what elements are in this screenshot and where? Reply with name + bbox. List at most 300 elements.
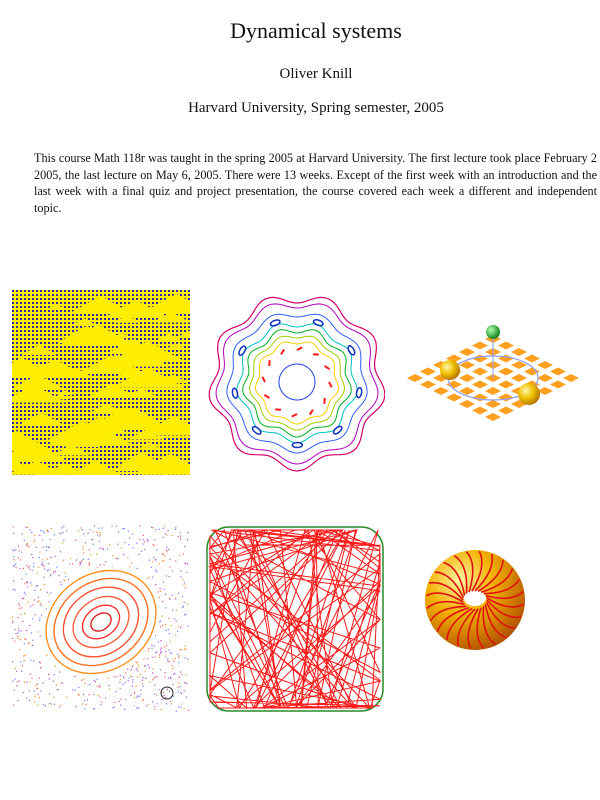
chaotic-point — [40, 636, 41, 637]
cellular-automaton-figure — [12, 290, 190, 475]
chaotic-point — [174, 618, 175, 619]
chaotic-point — [34, 691, 35, 692]
chaotic-point — [78, 694, 79, 695]
chaotic-point — [188, 710, 189, 711]
red-orbit-segment — [329, 382, 332, 387]
chaotic-point — [85, 542, 86, 543]
chaotic-point — [183, 554, 184, 555]
chaotic-point — [119, 701, 120, 702]
chaotic-point — [137, 695, 138, 696]
chaotic-point — [182, 596, 183, 597]
chaotic-point — [28, 643, 29, 644]
floor-tile — [511, 348, 527, 356]
chaotic-point — [162, 553, 163, 554]
invariant-curve — [279, 364, 315, 400]
chaotic-point — [162, 625, 163, 626]
chaotic-point — [136, 543, 137, 544]
chaotic-point — [18, 700, 19, 701]
chaotic-point — [180, 571, 181, 572]
chaotic-point — [149, 577, 150, 578]
chaotic-point — [32, 645, 33, 646]
floor-tile — [524, 355, 540, 363]
chaotic-point — [149, 667, 150, 668]
chaotic-point — [54, 704, 55, 705]
chaotic-point — [60, 551, 61, 552]
chaotic-point — [187, 604, 188, 605]
chaotic-point — [176, 610, 177, 611]
chaotic-point — [112, 707, 113, 708]
chaotic-point — [169, 599, 170, 600]
floor-tile — [498, 368, 514, 376]
chaotic-point — [41, 614, 42, 615]
chaotic-point — [27, 543, 28, 544]
chaotic-point — [24, 540, 25, 541]
chaotic-point — [127, 557, 128, 558]
chaotic-point — [47, 558, 48, 559]
chaotic-point — [159, 529, 160, 530]
chaotic-point — [15, 629, 16, 630]
chaotic-point — [62, 542, 63, 543]
chaotic-point — [82, 548, 83, 549]
chaotic-point — [132, 547, 133, 548]
chaotic-point — [184, 649, 185, 650]
chaotic-point — [66, 696, 67, 697]
chaotic-point — [164, 676, 165, 677]
chaotic-point — [166, 703, 167, 704]
chaotic-point — [180, 539, 181, 540]
chaotic-point — [20, 559, 21, 560]
island-orbit — [238, 345, 247, 356]
chaotic-point — [83, 552, 84, 553]
chaotic-point — [178, 626, 179, 627]
chaotic-point — [169, 618, 170, 619]
chaotic-point — [137, 670, 138, 671]
three-body-figure — [393, 318, 593, 428]
invariant-curve — [216, 304, 378, 464]
island-orbit — [332, 425, 343, 435]
chaotic-point — [187, 532, 188, 533]
chaotic-point — [40, 667, 41, 668]
chaotic-point — [63, 526, 64, 527]
chaotic-point — [49, 678, 50, 679]
chaotic-point — [159, 563, 160, 564]
chaotic-point — [75, 690, 76, 691]
chaotic-point — [160, 652, 161, 653]
chaotic-point — [50, 557, 51, 558]
chaotic-point — [178, 657, 179, 658]
chaotic-point — [182, 607, 183, 608]
chaotic-point — [29, 566, 30, 567]
floor-tile — [472, 381, 488, 389]
chaotic-point — [56, 685, 57, 686]
red-orbit-segment — [325, 366, 330, 369]
chaotic-point — [21, 552, 22, 553]
chaotic-point — [85, 704, 86, 705]
chaotic-point — [21, 578, 22, 579]
invariant-curve — [243, 330, 352, 437]
chaotic-point — [147, 539, 148, 540]
chaotic-point — [165, 533, 166, 534]
red-orbit-segment — [281, 349, 284, 354]
chaotic-point — [154, 693, 155, 694]
chaotic-point — [50, 575, 51, 576]
chaotic-point — [37, 572, 38, 573]
chaotic-point — [31, 678, 32, 679]
chaotic-point — [26, 545, 27, 546]
chaotic-point — [132, 666, 133, 667]
chaotic-point — [178, 662, 179, 663]
chaotic-point — [83, 546, 84, 547]
chaotic-point — [12, 621, 13, 622]
chaotic-point — [173, 674, 174, 675]
chaotic-point — [34, 535, 35, 536]
chaotic-point — [89, 684, 90, 685]
chaotic-point — [187, 659, 188, 660]
chaotic-point — [137, 662, 138, 663]
chaotic-point — [152, 701, 153, 702]
chaotic-point — [18, 628, 19, 629]
chaotic-point — [142, 543, 143, 544]
chaotic-point — [178, 692, 179, 693]
chaotic-point — [37, 694, 38, 695]
chaotic-point — [128, 544, 129, 545]
chaotic-point — [160, 669, 161, 670]
chaotic-point — [166, 550, 167, 551]
chaotic-point — [123, 677, 124, 678]
chaotic-point — [31, 633, 32, 634]
chaotic-point — [102, 548, 103, 549]
chaotic-point — [154, 684, 155, 685]
chaotic-point — [21, 614, 22, 615]
chaotic-point — [175, 527, 176, 528]
chaotic-point — [34, 701, 35, 702]
chaotic-point — [12, 638, 13, 639]
chaotic-point — [48, 547, 49, 548]
chaotic-point — [186, 572, 187, 573]
chaotic-point — [179, 655, 180, 656]
chaotic-point — [105, 698, 106, 699]
chaotic-point — [89, 564, 90, 565]
chaotic-point — [170, 652, 171, 653]
chaotic-point — [165, 656, 166, 657]
chaotic-point — [24, 592, 25, 593]
chaotic-point — [20, 568, 21, 569]
chaotic-point — [164, 646, 165, 647]
chaotic-point — [165, 607, 166, 608]
chaotic-point — [152, 657, 153, 658]
gold-sphere — [518, 383, 540, 405]
chaotic-point — [143, 659, 144, 660]
chaotic-point — [108, 685, 109, 686]
chaotic-point — [162, 616, 163, 617]
chaotic-point — [83, 533, 84, 534]
chaotic-point — [161, 709, 162, 710]
chaotic-point — [32, 604, 33, 605]
chaotic-point — [48, 569, 49, 570]
chaotic-point — [46, 655, 47, 656]
chaotic-point — [25, 583, 26, 584]
chaotic-point — [175, 529, 176, 530]
chaotic-point — [17, 632, 18, 633]
chaotic-point — [25, 594, 26, 595]
chaotic-point — [63, 579, 64, 580]
chaotic-point — [56, 567, 57, 568]
chaotic-point — [18, 557, 19, 558]
chaotic-point — [120, 699, 121, 700]
chaotic-point — [180, 627, 181, 628]
chaotic-point — [72, 563, 73, 564]
chaotic-point — [162, 699, 163, 700]
chaotic-point — [132, 686, 133, 687]
chaotic-point — [165, 594, 166, 595]
chaotic-point — [166, 645, 167, 646]
chaotic-point — [15, 549, 16, 550]
chaotic-point — [140, 674, 141, 675]
chaotic-point — [30, 529, 31, 530]
chaotic-point — [99, 697, 100, 698]
chaotic-point — [23, 598, 24, 599]
chaotic-point — [163, 582, 164, 583]
chaotic-point — [171, 625, 172, 626]
chaotic-point — [145, 671, 146, 672]
chaotic-point — [162, 560, 163, 561]
chaotic-point — [38, 600, 39, 601]
chaotic-point — [32, 570, 33, 571]
chaotic-point — [175, 658, 176, 659]
chaotic-point — [46, 550, 47, 551]
chaotic-point — [148, 664, 149, 665]
floor-tile — [550, 381, 566, 389]
floor-tile — [485, 413, 501, 421]
chaotic-point — [30, 582, 31, 583]
chaotic-point — [160, 588, 161, 589]
chaotic-point — [166, 630, 167, 631]
chaotic-point — [141, 551, 142, 552]
chaotic-point — [39, 697, 40, 698]
chaotic-point — [78, 687, 79, 688]
floor-tile — [407, 374, 423, 382]
chaotic-point — [37, 601, 38, 602]
chaotic-point — [156, 652, 157, 653]
chaotic-point — [13, 589, 14, 590]
chaotic-point — [59, 707, 60, 708]
floor-tile — [511, 374, 527, 382]
island-orbit — [292, 442, 302, 447]
chaotic-point — [12, 681, 13, 682]
chaotic-point — [170, 677, 171, 678]
chaotic-point — [169, 650, 170, 651]
chaotic-point — [153, 557, 154, 558]
chaotic-point — [50, 574, 51, 575]
chaotic-point — [12, 616, 13, 617]
floor-tile — [433, 387, 449, 395]
chaotic-point — [156, 694, 157, 695]
chaotic-point — [187, 539, 188, 540]
chaotic-point — [50, 593, 51, 594]
chaotic-point — [117, 558, 118, 559]
chaotic-point — [53, 573, 54, 574]
chaotic-point — [120, 688, 121, 689]
chaotic-point — [26, 527, 27, 528]
chaotic-point — [32, 640, 33, 641]
floor-tile — [498, 342, 514, 350]
chaotic-point — [151, 527, 152, 528]
chaotic-point — [55, 665, 56, 666]
chaotic-point — [43, 704, 44, 705]
chaotic-point — [42, 683, 43, 684]
red-orbit-segment — [310, 410, 313, 415]
floor-tile — [550, 368, 566, 376]
chaotic-point — [180, 536, 181, 537]
chaotic-point — [14, 690, 15, 691]
floor-tile — [485, 387, 501, 395]
chaotic-point — [171, 665, 172, 666]
chaotic-point — [29, 625, 30, 626]
chaotic-point — [28, 602, 29, 603]
chaotic-point — [58, 689, 59, 690]
chaotic-point — [14, 565, 15, 566]
chaotic-point — [180, 692, 181, 693]
chaotic-point — [76, 559, 77, 560]
chaotic-point — [39, 618, 40, 619]
page-title: Dynamical systems — [230, 18, 402, 43]
chaotic-point — [169, 641, 170, 642]
billiard-figure — [205, 525, 385, 713]
chaotic-point — [27, 586, 28, 587]
chaotic-point — [184, 682, 185, 683]
chaotic-point — [91, 539, 92, 540]
chaotic-point — [65, 576, 66, 577]
chaotic-point — [185, 675, 186, 676]
chaotic-point — [23, 655, 24, 656]
chaotic-point — [168, 549, 169, 550]
chaotic-point — [93, 544, 94, 545]
chaotic-point — [55, 571, 56, 572]
island-orbit — [270, 319, 281, 327]
chaotic-point — [172, 595, 173, 596]
chaotic-point — [155, 570, 156, 571]
red-orbit-segment — [262, 377, 265, 382]
chaotic-point — [187, 563, 188, 564]
chaotic-point — [181, 703, 182, 704]
chaotic-point — [19, 649, 20, 650]
chaotic-point — [38, 597, 39, 598]
chaotic-point — [170, 567, 171, 568]
chaotic-point — [144, 541, 145, 542]
floor-tile — [472, 342, 488, 350]
chaotic-point — [169, 691, 170, 692]
chaotic-point — [30, 660, 31, 661]
chaotic-point — [39, 678, 40, 679]
chaotic-point — [164, 695, 165, 696]
chaotic-point — [160, 626, 161, 627]
chaotic-point — [159, 657, 160, 658]
chaotic-point — [99, 548, 100, 549]
chaotic-point — [14, 641, 15, 642]
chaotic-point — [183, 584, 184, 585]
chaotic-point — [181, 674, 182, 675]
chaotic-point — [34, 590, 35, 591]
chaotic-point — [46, 529, 47, 530]
chaotic-point — [177, 631, 178, 632]
chaotic-point — [44, 577, 45, 578]
chaotic-point — [97, 679, 98, 680]
chaotic-point — [66, 530, 67, 531]
chaotic-point — [83, 559, 84, 560]
chaotic-point — [165, 697, 166, 698]
floor-tile — [537, 374, 553, 382]
chaotic-point — [128, 531, 129, 532]
chaotic-point — [98, 695, 99, 696]
chaotic-point — [53, 571, 54, 572]
chaotic-point — [70, 558, 71, 559]
chaotic-point — [94, 525, 95, 526]
chaotic-point — [127, 669, 128, 670]
chaotic-point — [55, 556, 56, 557]
chaotic-point — [39, 557, 40, 558]
chaotic-point — [19, 605, 20, 606]
chaotic-point — [13, 526, 14, 527]
chaotic-point — [41, 564, 42, 565]
chaotic-point — [28, 567, 29, 568]
chaotic-point — [63, 560, 64, 561]
chaotic-point — [173, 661, 174, 662]
abstract-paragraph: This course Math 118r was taught in the spring 2005 at Harvard University. The first lecture took place February 2 2005, the last lecture on May 6, 2005. There were 13 weeks. Except of the first week with an introduction and the last week with a final quiz and project presentation, the course covered each week a different and independent topic. — [34, 151, 597, 215]
chaotic-point — [148, 704, 149, 705]
chaotic-point — [137, 667, 138, 668]
chaotic-point — [24, 613, 25, 614]
chaotic-point — [139, 554, 140, 555]
billiard-trajectory — [210, 530, 380, 708]
chaotic-point — [42, 559, 43, 560]
chaotic-point — [120, 679, 121, 680]
chaotic-point — [18, 545, 19, 546]
chaotic-point — [164, 555, 165, 556]
chaotic-point — [116, 525, 117, 526]
chaotic-point — [93, 708, 94, 709]
chaotic-point — [89, 563, 90, 564]
chaotic-point — [178, 593, 179, 594]
chaotic-point — [175, 635, 176, 636]
floor-tile — [459, 400, 475, 408]
chaotic-point — [16, 671, 17, 672]
chaotic-point — [184, 614, 185, 615]
chaotic-point — [21, 671, 22, 672]
chaotic-point — [139, 525, 140, 526]
chaotic-point — [122, 684, 123, 685]
chaotic-point — [49, 694, 50, 695]
chaotic-point — [180, 577, 181, 578]
chaotic-point — [32, 618, 33, 619]
chaotic-point — [132, 682, 133, 683]
chaotic-point — [39, 662, 40, 663]
chaotic-point — [24, 660, 25, 661]
chaotic-point — [143, 539, 144, 540]
chaotic-point — [146, 706, 147, 707]
chaotic-point — [31, 585, 32, 586]
chaotic-point — [181, 706, 182, 707]
chaotic-point — [158, 641, 159, 642]
chaotic-point — [151, 567, 152, 568]
affiliation: Harvard University, Spring semester, 2005 — [188, 100, 444, 116]
chaotic-point — [61, 584, 62, 585]
chaotic-point — [40, 603, 41, 604]
author-name: Oliver Knill — [279, 66, 353, 82]
chaotic-point — [170, 701, 171, 702]
chaotic-point — [100, 534, 101, 535]
chaotic-point — [89, 694, 90, 695]
chaotic-point — [96, 553, 97, 554]
